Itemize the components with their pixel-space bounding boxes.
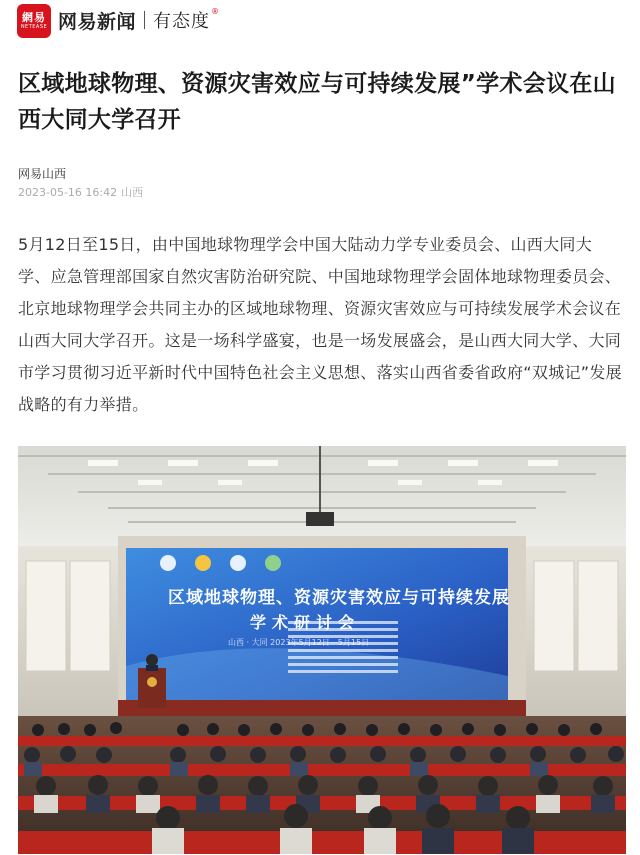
article-source[interactable]: 网易山西	[18, 167, 67, 181]
brand-title[interactable]	[58, 5, 219, 35]
brand-name: 网易新闻	[58, 10, 137, 33]
article-meta	[18, 184, 147, 200]
article-date: 2023-05-16 16:42	[18, 186, 118, 199]
registered-mark: ®	[211, 7, 220, 16]
article-paragraph: 5月12日至15日，由中国地球物理学会中国大陆动力学专业委员会、山西大同大学、应急管理部国家自然灾害防治研究院、中国地球物理学会固体地球物理委员会、北京地球物理学会共同主办的区域地球物理、资源灾害效应与可持续发展学术会议在山西大同大学召开。这是一场科学盛宴，也是一场发展盛会，是山西大同大学、大同市学习贯彻习近平新时代中国特色社会主义思想、落实山西省委省政府“双城记”发展战略的有力举措。	[18, 235, 622, 414]
conference-hall-illustration	[18, 446, 626, 854]
top-bar	[0, 0, 640, 44]
article-location: 山西	[121, 186, 144, 199]
banner-subline: 山西 · 大同 2023年5月12日—5月15日	[228, 638, 370, 647]
netease-logo[interactable]	[17, 4, 51, 38]
logo-subtext: NETEASE	[20, 23, 48, 30]
conference-photo[interactable]	[18, 446, 626, 854]
banner-title-line2: 学术研讨会	[250, 613, 361, 632]
banner-title-line1: 区域地球物理、资源灾害效应与可持续发展	[168, 588, 510, 608]
article-title: 区域地球物理、资源灾害效应与可持续发展”学术会议在山西大同大学召开	[18, 71, 616, 133]
brand-divider	[144, 11, 145, 29]
logo-text: 網易	[22, 10, 46, 24]
brand-slogan: 有态度	[153, 11, 211, 32]
